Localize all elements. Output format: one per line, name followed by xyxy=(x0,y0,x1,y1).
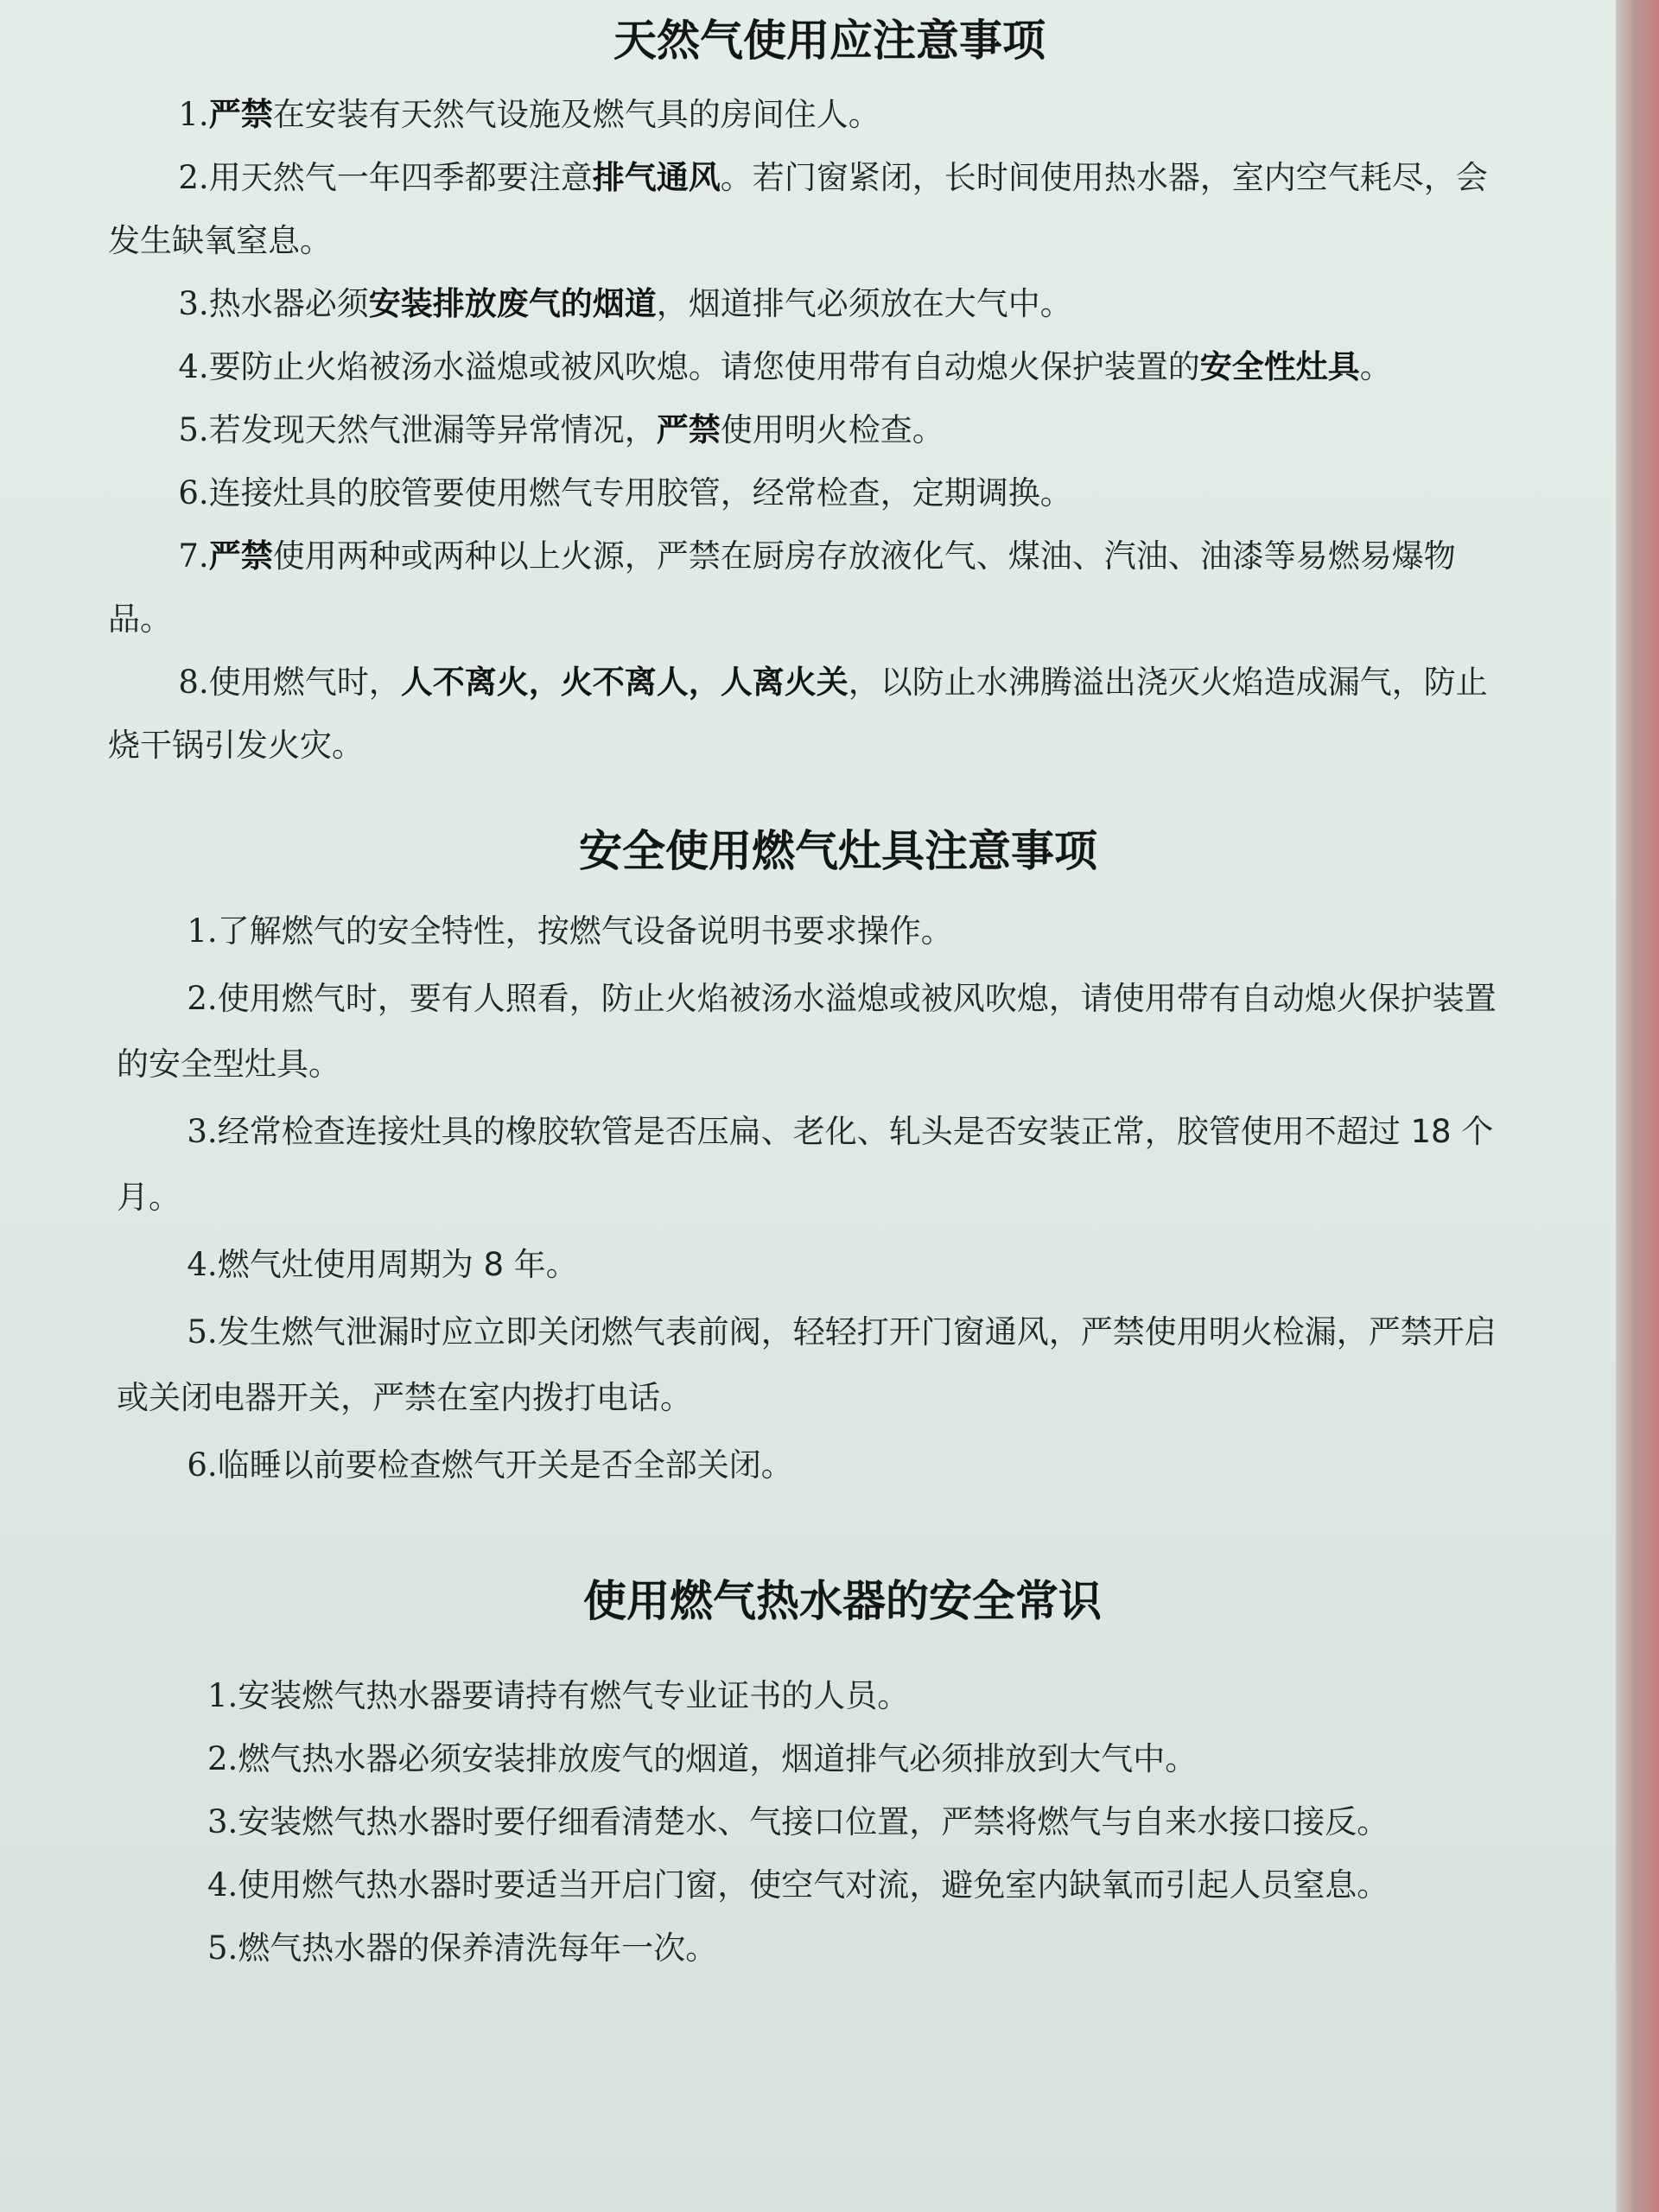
precautions-list xyxy=(117,899,1521,1498)
list-item xyxy=(108,335,1495,398)
item-text: 连接灶具的胶管要使用燃气专用胶管，经常检查，定期调换。 xyxy=(208,474,1072,512)
item-text: 了解燃气的安全特性，按燃气设备说明书要求操作。 xyxy=(217,912,953,950)
emphasis-text: 安全性灶具 xyxy=(1199,348,1360,385)
item-text: 使用燃气热水器时要适当开启门窗，使空气对流，避免室内缺氧而引起人员窒息。 xyxy=(238,1866,1389,1904)
item-number: 5. xyxy=(178,411,209,448)
item-number: 5. xyxy=(187,1313,218,1351)
item-number: 2. xyxy=(207,1740,238,1777)
item-text: 使用燃气时，要有人照看，防止火焰被汤水溢熄或被风吹熄，请使用带有自动熄火保护装置的安全型灶具。 xyxy=(117,980,1497,1083)
list-item xyxy=(117,1099,1521,1230)
section-natural-gas-precautions xyxy=(0,0,1616,777)
list-item xyxy=(117,1300,1521,1431)
item-text: 燃气热水器必须安装排放废气的烟道，烟道排气必须排放到大气中。 xyxy=(238,1740,1198,1777)
list-item xyxy=(117,899,1521,964)
item-text: 若发现天然气泄漏等异常情况， xyxy=(208,411,657,448)
item-number: 8. xyxy=(178,664,209,701)
emphasis-text: 严禁 xyxy=(656,411,721,448)
item-text: 燃气灶使用周期为 8 年。 xyxy=(217,1246,578,1283)
emphasis-text: 严禁 xyxy=(208,96,273,133)
item-text: ，烟道排气必须放在大气中。 xyxy=(656,285,1072,322)
item-text: 临睡以前要检查燃气开关是否全部关闭。 xyxy=(217,1446,793,1484)
item-text: 经常检查连接灶具的橡胶软管是否压扁、老化、轧头是否安装正常，胶管使用不超过 18 个月。 xyxy=(117,1113,1494,1216)
list-item xyxy=(108,272,1495,335)
item-number: 1. xyxy=(178,96,209,133)
list-item xyxy=(207,1664,1512,1727)
item-number: 4. xyxy=(178,348,209,385)
emphasis-text: 安装排放废气的烟道 xyxy=(368,285,657,322)
item-text: 。 xyxy=(1359,348,1392,385)
item-text: 燃气热水器的保养清洗每年一次。 xyxy=(238,1929,718,1967)
item-text: 在安装有天然气设施及燃气具的房间住人。 xyxy=(272,96,880,133)
section-water-heater-safety xyxy=(0,1555,1616,1980)
item-number: 4. xyxy=(187,1246,218,1283)
item-text: 安装燃气热水器时要仔细看清楚水、气接口位置，严禁将燃气与自来水接口接反。 xyxy=(238,1803,1389,1840)
precautions-list xyxy=(207,1664,1512,1980)
list-item xyxy=(117,1433,1521,1498)
emphasis-text: 人不离火，火不离人，人离火关 xyxy=(400,664,849,701)
list-item xyxy=(108,83,1495,146)
list-item xyxy=(207,1916,1512,1980)
section-title: 使用燃气热水器的安全常识 xyxy=(583,1576,1102,1626)
item-number: 5. xyxy=(207,1929,238,1967)
list-item xyxy=(207,1790,1512,1853)
item-text: 发生燃气泄漏时应立即关闭燃气表前阀，轻轻打开门窗通风，严禁使用明火检漏，严禁开启或关闭电器开关，严禁在室内拨打电话。 xyxy=(117,1313,1497,1416)
emphasis-text: 严禁 xyxy=(208,537,273,575)
item-text: 。若门窗紧闭，长时间使用热水器，室内空气耗尽，会发生缺氧窒息。 xyxy=(108,159,1488,259)
list-item xyxy=(207,1853,1512,1916)
item-number: 2. xyxy=(187,980,218,1017)
list-item xyxy=(207,1727,1512,1790)
list-item xyxy=(108,524,1495,651)
item-number: 1. xyxy=(187,912,218,950)
item-number: 7. xyxy=(178,537,209,575)
item-number: 3. xyxy=(187,1113,218,1150)
list-item xyxy=(108,146,1495,272)
item-number: 3. xyxy=(178,285,209,322)
emphasis-text: 排气通风 xyxy=(592,159,721,196)
section-stove-safety xyxy=(0,826,1616,1500)
section-title: 安全使用燃气灶具注意事项 xyxy=(579,826,1097,876)
item-text: 热水器必须 xyxy=(208,285,369,322)
item-number: 2. xyxy=(178,159,209,196)
item-number: 6. xyxy=(187,1446,218,1484)
section-title: 天然气使用应注意事项 xyxy=(613,16,1046,66)
list-item xyxy=(117,1232,1521,1298)
item-text: 要防止火焰被汤水溢熄或被风吹熄。请您使用带有自动熄火保护装置的 xyxy=(208,348,1200,385)
item-number: 3. xyxy=(207,1803,238,1840)
item-text: 安装燃气热水器要请持有燃气专业证书的人员。 xyxy=(238,1677,910,1714)
list-item xyxy=(117,966,1521,1097)
precautions-list xyxy=(108,83,1495,777)
list-item xyxy=(108,651,1495,777)
item-number: 4. xyxy=(207,1866,238,1904)
item-text: 使用燃气时， xyxy=(208,664,401,701)
list-item xyxy=(108,461,1495,524)
item-number: 6. xyxy=(178,474,209,512)
page-edge-shadow xyxy=(1616,0,1659,2212)
item-number: 1. xyxy=(207,1677,238,1714)
item-text: 使用两种或两种以上火源，严禁在厨房存放液化气、煤油、汽油、油漆等易燃易爆物品。 xyxy=(108,537,1456,638)
item-text: 用天然气一年四季都要注意 xyxy=(208,159,593,196)
item-text: 使用明火检查。 xyxy=(720,411,944,448)
list-item xyxy=(108,398,1495,461)
item-text: ，以防止水沸腾溢出浇灭火焰造成漏气，防止烧干锅引发火灾。 xyxy=(108,664,1488,764)
